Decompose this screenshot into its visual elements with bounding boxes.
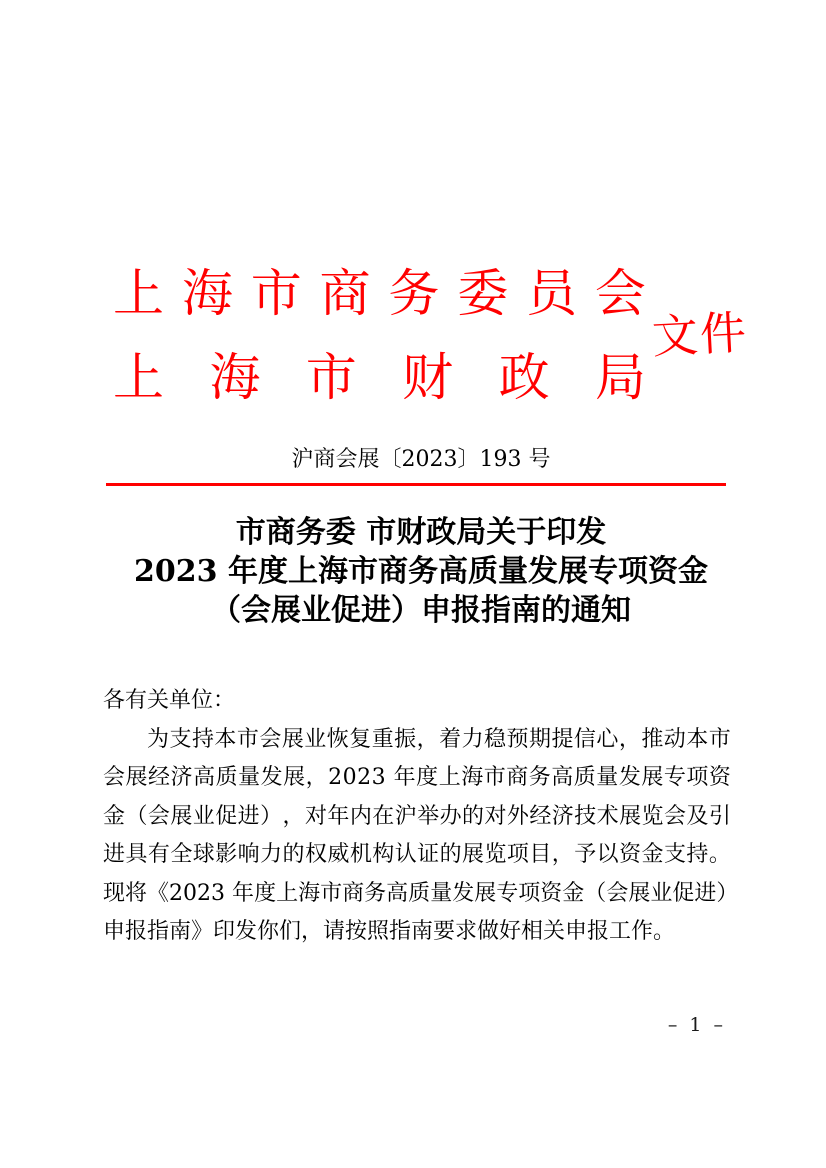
document-type-label: 文件 [650, 305, 750, 364]
title-line-2: 2023 年度上海市商务高质量发展专项资金 [134, 554, 708, 589]
title-line-3: （会展业促进）申报指南的通知 [211, 593, 631, 628]
red-separator-line [106, 483, 726, 486]
paragraph-line: 进 具 有 全 球 影 响 力 的 权 威 机 构 认 证 的 展 览 项 目 ， 予 以 资 金 支 持 。 [103, 842, 731, 867]
paragraph-line: 会 展 经 济 高 质 量 发 展 ， 2 0 2 3 年 度 上 海 市 商 务 高 质 量 发 展 专 项 资 [103, 765, 731, 790]
page-number: – 1 – [667, 1014, 726, 1036]
paragraph-line: 金 （ 会 展 业 促 进 ） ， 对 年 内 在 沪 举 办 的 对 外 经 济 技 术 展 览 会 及 引 [103, 803, 731, 829]
paragraph-line: 为 支 持 本 市 会 展 业 恢 复 重 振 ， 着 力 稳 预 期 提 信 心 ， 推 动 本 市 [147, 726, 731, 752]
agency-name-line-2: 上 海 市 财 政 局 [113, 349, 646, 408]
document-title [16, 513, 826, 630]
title-line-1: 市商务委 市财政局关于印发 [235, 515, 607, 550]
body-paragraph [103, 682, 739, 952]
paragraph-line: 现 将 《 2 0 2 3 年 度 上 海 市 商 务 高 质 量 发 展 专 项 资 金 （ 会 展 业 促 进 ） [103, 880, 739, 906]
salutation: 各有关单位： [103, 688, 236, 713]
document-number: 沪商会展〔2023〕193 号 [291, 447, 551, 472]
paragraph-line: 申报指南》印发你们，请按照指南要求做好相关申报工作。 [103, 919, 676, 944]
agency-name-line-1: 上 海 市 商 务 委 员 会 [113, 265, 646, 324]
